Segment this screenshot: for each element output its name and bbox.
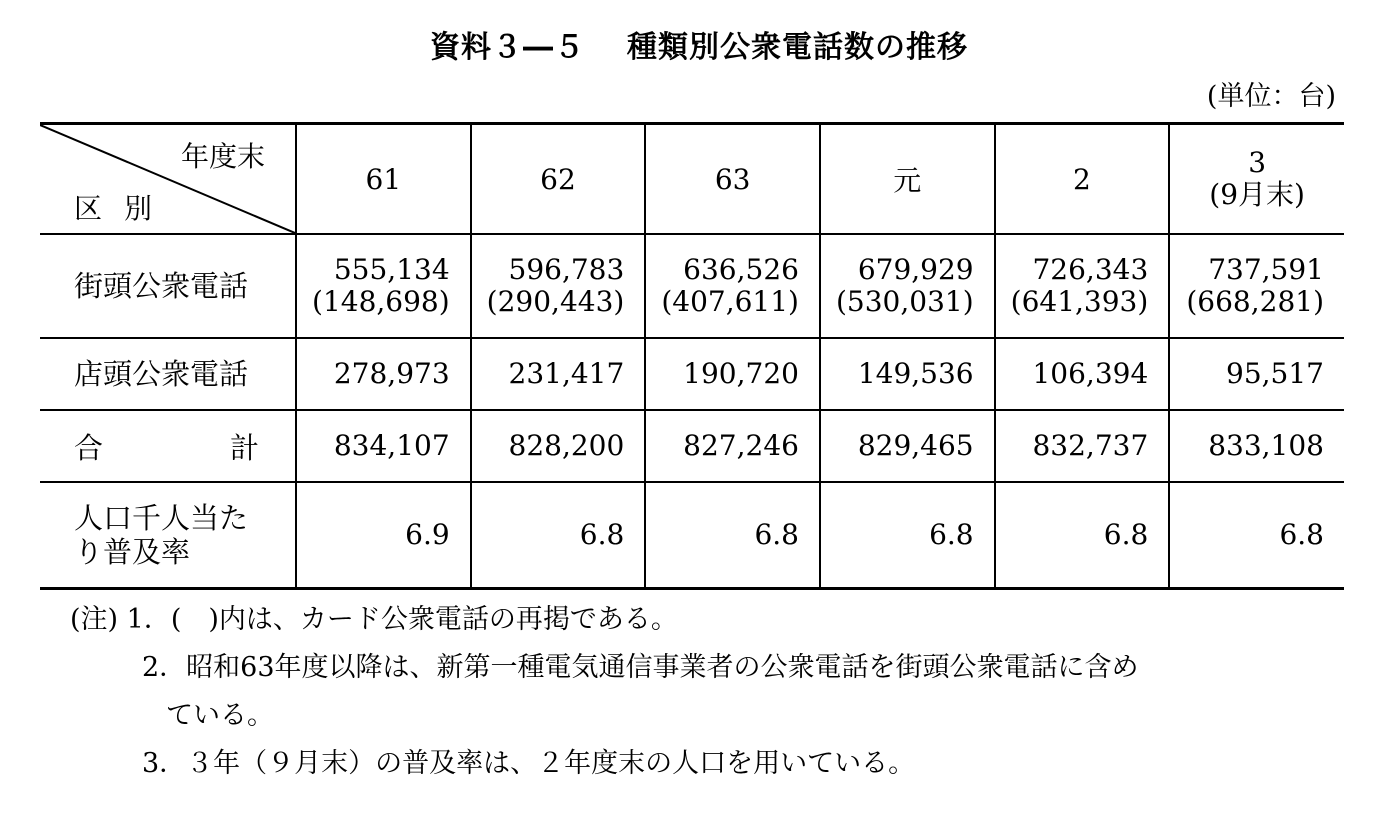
unit-label: (単位：台) [1206,81,1336,112]
year-header-61: 61 [296,124,471,235]
table-cell: 679,929 (530,031) [820,234,995,338]
row-label-store: 店頭公衆電話 [40,338,296,410]
total-label-left: 合 [74,430,104,465]
table-cell: 6.8 [1169,482,1344,589]
note-3: 3．３年（９月末）の普及率は、２年度末の人口を用いている。 [142,748,916,779]
year-header-63: 63 [645,124,820,235]
table-cell: 95,517 [1169,338,1344,410]
note-2-continued: ている。 [166,700,274,731]
total-label-right: 計 [229,430,259,465]
year-header-gan: 元 [820,124,995,235]
note-1: (注) 1．( )内は、カード公衆電話の再掲である。 [70,604,678,635]
table-cell: 726,343 (641,393) [995,234,1170,338]
table-cell: 829,465 [820,410,995,482]
title-number: 資料３―５ [430,30,585,65]
year-header-2: 2 [995,124,1170,235]
table-cell: 828,200 [471,410,646,482]
table-cell: 6.8 [471,482,646,589]
table-cell: 596,783 (290,443) [471,234,646,338]
table-cell: 6.8 [820,482,995,589]
table-cell: 6.8 [645,482,820,589]
table-cell: 555,134 (148,698) [296,234,471,338]
table-cell: 833,108 [1169,410,1344,482]
notes [70,596,1139,788]
title-text: 種類別公衆電話数の推移 [627,30,968,65]
table-cell: 636,526 (407,611) [645,234,820,338]
table-cell: 106,394 [995,338,1170,410]
note-2: 2．昭和63年度以降は、新第一種電気通信事業者の公衆電話を街頭公衆電話に含め [142,652,1139,683]
table-cell: 834,107 [296,410,471,482]
corner-category-label: 区別 [74,192,175,225]
table-cell: 827,246 [645,410,820,482]
corner-year-label: 年度末 [180,140,265,173]
table-cell: 149,536 [820,338,995,410]
row-label-rate: 人口千人当た り普及率 [40,482,296,589]
table-cell: 6.8 [995,482,1170,589]
phone-count-table [40,122,1344,590]
document-title [0,22,1398,66]
header-row [40,124,1344,235]
table-cell: 737,591 (668,281) [1169,234,1344,338]
table-row [40,338,1344,410]
table-row [40,482,1344,589]
table-cell: 190,720 [645,338,820,410]
table-row [40,410,1344,482]
table-cell: 278,973 [296,338,471,410]
table-row [40,234,1344,338]
row-label-street: 街頭公衆電話 [40,234,296,338]
table-cell: 6.9 [296,482,471,589]
table-cell: 231,417 [471,338,646,410]
year-header-3: 3 (9月末) [1169,124,1344,235]
year-header-62: 62 [471,124,646,235]
table-cell: 832,737 [995,410,1170,482]
row-label-total [40,410,296,482]
corner-cell [40,124,296,235]
